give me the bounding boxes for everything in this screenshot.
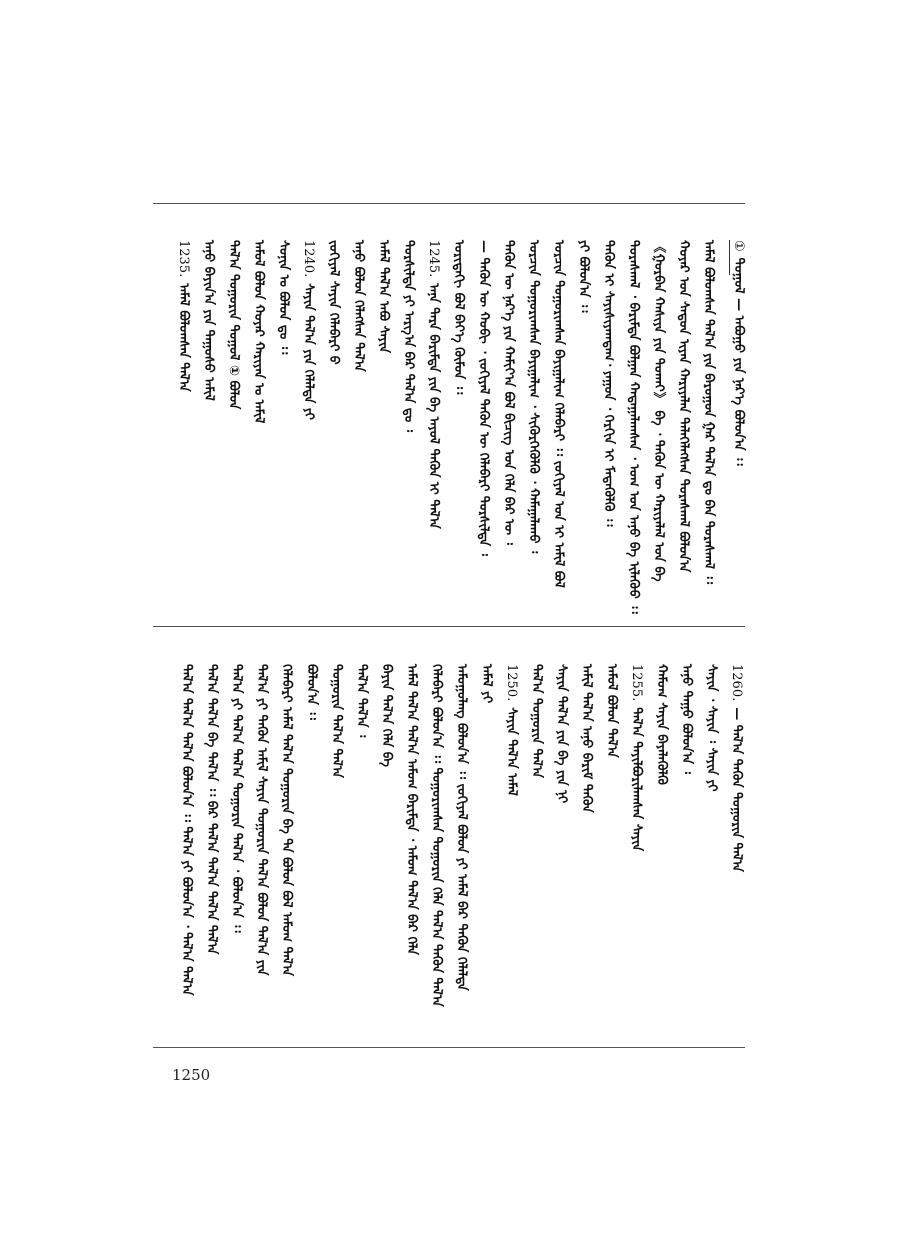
lower-column xyxy=(530,664,543,778)
upper-column xyxy=(327,240,340,365)
lower-column xyxy=(355,664,368,737)
upper-column xyxy=(377,240,390,353)
mongolian-text: ᠠᠮᠠᠯ ᠶᠢ xyxy=(479,664,494,704)
lower-column xyxy=(605,664,618,758)
mongolian-text: ᠶᠢ ᠪᠣᠯᠤᠨ᠎ᠠ ᠄᠄ xyxy=(576,240,591,313)
lower-column xyxy=(330,664,343,778)
mongolian-text: ᠲᠠᠯ᠎ᠠ ᠲᠠᠶᠢᠯᠪᠤᠷᠢᠯᠠᠭᠰᠠᠨ ᠰᠠᠶᠢᠨ xyxy=(629,707,644,852)
mongolian-text: ᠬᠡᠯᠡᠪᠡᠷᠢ ᠠᠮᠠᠯ ᠲᠠᠯ᠎ᠠ ᠲᠣᠭᠣᠷᠢᠨ ᠪᠡ ᠲᠠ ᠪᠣᠯᠤᠨ ᠪᠣᠯ ᠠᠮᠤᠭ ᠲᠠᠯ᠎ᠠ xyxy=(279,664,294,977)
line-number: 1240. xyxy=(301,240,316,278)
line-number: 1255. xyxy=(629,664,644,702)
mongolian-text: ᠠᠮᠤᠯ ᠪᠣᠯᠤᠨ ᠲᠠᠯ᠎ᠠ xyxy=(604,664,619,758)
lower-column xyxy=(630,664,643,851)
upper-column xyxy=(627,240,640,614)
lower-column xyxy=(730,664,743,872)
top-rule xyxy=(153,203,745,204)
mongolian-text: ᠠᠮᠤᠯ ᠪᠣᠯᠤᠨ ᠬᠣᠶᠠᠷ ᠬᠠᠷᠢᠶᠠᠨ ᠤ ᠠᠮᠢᠯ xyxy=(251,240,266,424)
mongolian-text: ᠬᠡᠯᠡᠪᠡᠷᠢ ᠪᠣᠯᠤᠨ᠎ᠠ ᠄᠄ ᠲᠣᠭᠣᠷᠢᠭᠰᠠᠨ ᠲᠣᠭᠣᠷᠢᠨ ᠬᠡᠯᠡ ᠲᠠᠯ᠎ᠠ ᠲᠡᠭᠦᠨ ᠲᠠᠯ᠎ᠠ xyxy=(429,664,444,1007)
upper-column xyxy=(577,240,590,312)
upper-column xyxy=(427,240,440,529)
upper-column xyxy=(502,240,515,545)
footnote xyxy=(732,240,745,466)
mongolian-text: ᠣᠷᠴᠢᠨ ᠲᠣᠭᠣᠷᠢᠭᠰᠠᠨ ᠪᠠᠶᠢᠭᠠᠯᠢᠭ ᠂ ᠰᠢᠭᠦᠷᠭᠡᠭᠦᠯᠬᠦ ᠂ ᠬᠠᠮᠠᠭᠠᠯᠠᠬᠤ ᠄ xyxy=(526,240,541,554)
mongolian-text: — ᠲᠡᠭᠦᠨ ᠦ ᠬᠤᠪᠢ ᠂ ᠵᠣᠬᠢᠶᠠᠯ ᠲᠡᠭᠦᠨ ᠦ ᠬᠡᠯᠡᠪᠡᠷᠢ ᠲᠤᠷᠰᠢᠯᠲᠠ ᠄ xyxy=(476,240,491,556)
upper-column xyxy=(652,240,665,582)
mongolian-text: ᠠᠨᠤ ᠲᠠᠭᠤ ᠪᠣᠯᠤᠨ᠎ᠠ ᠄ xyxy=(679,664,694,774)
bottom-rule xyxy=(153,1047,745,1048)
mongolian-text: ᠬᠠᠮᠤᠭ ᠰᠠᠶᠢᠨ ᠪᠡᠶᠡᠯᠡᠭᠦᠯᠬᠦ xyxy=(654,664,669,785)
mongolian-text: ᠰᠠᠶᠢᠨ ᠂ ᠰᠠᠶᠢᠨ ᠄ ᠰᠠᠶᠢᠨ ᠶᠢ xyxy=(704,664,719,792)
upper-column xyxy=(177,240,190,392)
lower-column xyxy=(430,664,443,1007)
upper-column xyxy=(352,240,365,372)
mongolian-text: ᠲᠡᠭᠦᠨ ᠦ ᠨᠡᠷ᠎ᠡ ᠶᠢᠨ ᠬᠠᠮᠢᠶ᠎ᠠ ᠪᠣᠯ ᠪᠢᠴᠢᠭ ᠤᠨ ᠬᠡᠯᠡ ᠪᠡᠷ ᠦ ᠄ xyxy=(501,240,516,545)
mongolian-text: ᠰᠠᠶᠢᠨ ᠲᠠᠯ᠎ᠠ ᠠᠮᠠᠯ xyxy=(504,707,519,796)
upper-column xyxy=(702,240,715,584)
footnote-marker: ① xyxy=(731,240,746,252)
upper-column xyxy=(527,240,540,553)
mongolian-text: ᠰᠣᠨᠢᠨ ᠤ ᠪᠤᠯᠤᠨ ᠳᠤ ᠄᠄ xyxy=(276,240,291,355)
middle-rule xyxy=(153,626,745,627)
lower-column xyxy=(180,664,193,996)
line-number: 1245. xyxy=(426,240,441,278)
lower-column xyxy=(380,664,393,767)
upper-column xyxy=(277,240,290,354)
mongolian-text: ᠬᠣᠶᠠᠷ ᠤᠨ ᠰᠠᠳᠤᠨ ᠢᠶᠡᠨ ᠬᠠᠷᠢᠶᠠᠯᠠᠨ ᠲᠡᠯᠡᠭᠡᠯᠡᠭᠰᠡᠨ ᠳᠤᠷᠠᠰᠬᠠᠯ ᠪᠣᠯᠤᠨ᠎ᠠ xyxy=(676,240,691,573)
mongolian-text: ᠰᠠᠶᠢᠨ ᠲᠠᠯ᠎ᠠ ᠶᠢᠨ ᠬᠡᠯᠡᠯᠲᠡ ᠶᠢ xyxy=(301,283,316,420)
mongolian-text: ᠣᠷᠴᠢᠨ ᠲᠣᠭᠣᠷᠢᠭᠰᠠᠨ ᠪᠠᠶᠢᠭᠠᠯᠢᠭ ᠬᠡᠯᠡᠪᠡᠷᠢ ᠄᠄ ᠵᠣᠬᠢᠶᠠᠯ ᠤᠨ ᠢ ᠠᠮᠢᠯ ᠪᠣᠯ xyxy=(551,240,566,588)
mongolian-text: ᠪᠣᠯᠤᠨ᠎ᠠ ᠄᠄ xyxy=(304,664,319,720)
upper-column xyxy=(402,240,415,432)
mongolian-text: ᠳᠤᠷᠠᠰᠬᠠᠯ ᠂ ᠪᠠᠷᠢᠮᠲᠠ ᠪᠣᠯᠭᠠᠨ ᠬᠠᠳᠠᠭᠠᠯᠠᠭᠰᠠᠨ ᠂ ᠤᠭ ᠤᠨ ᠠᠨᠤ ᠪᠠ ᠢᠯᠡᠭᠦᠦ ᠄᠄ xyxy=(626,240,641,614)
mongolian-text: ᠠᠨᠤ ᠪᠣᠯᠤᠨ ᠬᠡᠯᠡᠭᠰᠡᠨ ᠲᠠᠯ᠎ᠠ xyxy=(351,240,366,372)
lower-column xyxy=(680,664,693,774)
mongolian-text: 《ᠭᠤᠷᠪᠠᠨ ᠬᠠᠰᠢᠶᠠ ᠶᠢᠨ ᠲᠤᠬᠠᠢ》 ᠪᠠ ᠂ ᠲᠡᠭᠦᠨ ᠦ ᠬᠠᠷᠢᠶᠠᠯᠠᠯ ᠤᠨ ᠪᠠ xyxy=(651,240,666,582)
upper-column xyxy=(452,240,465,394)
lower-column xyxy=(205,664,218,954)
upper-column xyxy=(477,240,490,556)
mongolian-text: ᠲᠠᠯ᠎ᠠ ᠲᠠᠯ᠎ᠠ ᠄ xyxy=(354,664,369,738)
lower-column xyxy=(580,664,593,813)
lower-column xyxy=(480,664,493,703)
mongolian-text: ᠵᠣᠬᠢᠶᠠᠯ ᠰᠠᠶᠢᠨ ᠬᠡᠯᠡᠪᠡᠷᠢ ᠪ xyxy=(326,240,341,365)
upper-column xyxy=(252,240,265,423)
lower-column xyxy=(705,664,718,792)
lower-column xyxy=(305,664,318,720)
footnote-text: ᠲᠤᠭᠤᠯ — ᠠᠪᠤᠭᠤ ᠶᠢᠨ ᠨᠡᠷ᠎ᠡ ᠪᠤᠯᠤᠨ᠎ᠠ ᠄᠄ xyxy=(731,257,746,466)
lower-column xyxy=(405,664,418,955)
upper-column xyxy=(677,240,690,572)
mongolian-text: ᠲᠤᠷᠰᠢᠯᠲᠠ ᠶᠢ ᠠᠷᠭ᠎ᠠ ᠪᠡᠷ ᠲᠠᠯ᠎ᠠ ᠳᠤ ᠄ xyxy=(401,240,416,433)
mongolian-text: ᠤᠷᠢᠳᠠᠬᠢ ᠪᠣᠯ ᠪᠡᠶ᠎ᠡ ᠬᠦᠮᠦᠨ ᠄᠄ xyxy=(451,240,466,395)
mongolian-text: ᠲᠡᠭᠦᠨ ᠢ ᠰᠠᠶᠢᠰᠢᠶᠠᠭᠳᠠᠭ᠂ ᠶᠠᠭᠤᠨ ᠂ ᠬᠡᠷᠬᠢᠨ ᠢ ᠮᠡᠳᠡᠭᠦᠯᠬᠦ ᠄᠄ xyxy=(601,240,616,527)
mongolian-text: ᠲᠠᠯ᠎ᠠ ᠶᠢ ᠲᠡᠭᠦᠨ ᠠᠮᠢᠯ ᠰᠠᠶᠢᠨ ᠲᠣᠭᠣᠷᠢᠨ ᠲᠠᠯ᠎ᠠ ᠪᠣᠯᠤᠨ ᠲᠠᠯ᠎ᠠ ᠶᠢᠨ xyxy=(254,664,269,976)
mongolian-text: ᠲᠠᠯ᠎ᠠ ᠲᠣᠭᠣᠷᠢᠨ ᠲᠠᠯ᠎ᠠ xyxy=(529,664,544,778)
mongolian-text: ᠰᠠᠶᠢᠨ ᠲᠠᠯ᠎ᠠ ᠶᠢᠨ ᠪᠠ ᠶᠢᠨ ᠨᠢ xyxy=(554,664,569,804)
mongolian-text: ᠲᠠᠯ᠎ᠠ ᠶᠢ ᠲᠠᠯ᠎ᠠ ᠲᠠᠯ᠎ᠠ ᠲᠣᠭᠣᠷᠢᠨ ᠲᠠᠯ᠎ᠠ ᠂ ᠪᠣᠯᠤᠨ᠎ᠠ ᠄᠄ xyxy=(229,664,244,933)
lower-column xyxy=(255,664,268,975)
line-number: 1250. xyxy=(504,664,519,702)
mongolian-text: ᠠᠮᠠᠯ ᠪᠤᠯᠤᠭᠰᠠᠨ ᠲᠠᠯ᠎ᠠ xyxy=(176,283,191,392)
mongolian-text: ᠲᠠᠯ᠎ᠠ ᠲᠠᠯ᠎ᠠ ᠪᠠ ᠲᠠᠯ᠎ᠠ ᠄᠄ ᠪᠠᠷ ᠲᠠᠯ᠎ᠠ ᠲᠠᠯ᠎ᠠ ᠲᠠᠯ᠎ᠠ ᠲᠠᠯ᠎ᠠ xyxy=(204,664,219,955)
line-number: 1235. xyxy=(176,240,191,278)
lower-column xyxy=(455,664,468,991)
lower-column xyxy=(230,664,243,933)
mongolian-text: ᠠᠮᠢᠯ ᠲᠠᠯ᠎ᠠ ᠠᠨᠤ ᠪᠠᠷᠢᠮ ᠲᠡᠭᠦᠨ xyxy=(579,664,594,813)
mongolian-text: ᠠᠮᠤᠭᠤᠯᠠᠩ ᠪᠣᠯᠤᠨ᠎ᠠ ᠄᠄ ᠵᠣᠬᠢᠶᠠᠯ ᠪᠣᠯᠤᠨ ᠶᠢ ᠠᠮᠠᠯ ᠪᠠᠷ ᠲᠡᠭᠦᠨ ᠬᠡᠯᠡᠯᠲᠡ xyxy=(454,664,469,991)
page-number: 1250 xyxy=(172,1066,211,1084)
lower-column xyxy=(655,664,668,785)
upper-column xyxy=(202,240,215,401)
upper-column xyxy=(302,240,315,420)
mongolian-text: ᠲᠠᠯ᠎ᠠ ᠲᠠᠯ᠎ᠠ ᠲᠠᠯ᠎ᠠ ᠪᠣᠯᠤᠨ᠎ᠠ ᠄᠄ ᠲᠠᠯ᠎ᠠ ᠶᠢ ᠪᠣᠯᠤᠨ᠎ᠠ ᠂ ᠲᠠᠯ᠎ᠠ ᠲᠠᠯ᠎ᠠ xyxy=(179,664,194,996)
line-number: 1260. xyxy=(729,664,744,702)
mongolian-text: — ᠲᠠᠯ᠎ᠠ ᠲᠡᠭᠦᠨ ᠲᠣᠭᠣᠷᠢᠨ ᠲᠠᠯ᠎ᠠ xyxy=(729,707,744,873)
mongolian-text: ᠠᠨᠤ ᠪᠠᠶᠢᠨ᠎ᠠ ᠶᠢᠨ ᠲᠠᠭᠤᠰᠤ ᠠᠮᠢᠯ xyxy=(201,240,216,401)
footnote-separator xyxy=(729,240,730,275)
mongolian-text: ᠠᠨᠠ ᠲᠡᠷᠡ ᠪᠠᠷᠢᠮᠲᠠ ᠶᠢᠨ ᠪᠡ ᠠᠶᠤᠯ ᠲᠡᠭᠦᠨ ᠢ ᠲᠠᠯ᠎ᠠ xyxy=(426,283,441,529)
mongolian-text: ᠠᠮᠠᠯ ᠲᠠᠯ᠎ᠠ ᠠᠪᠤ ᠰᠠᠶᠢᠨ xyxy=(376,240,391,354)
lower-column xyxy=(555,664,568,803)
mongolian-text: ᠲᠣᠭᠣᠷᠢᠨ ᠲᠠᠯ᠎ᠠ ᠲᠠᠯ᠎ᠠ xyxy=(329,664,344,778)
mongolian-text: ᠪᠠᠶᠢᠨ ᠲᠠᠯ᠎ᠠ ᠬᠡᠯᠡ ᠪᠠ xyxy=(379,664,394,767)
upper-column xyxy=(602,240,615,527)
mongolian-text: ᠠᠮᠠᠯ ᠲᠠᠯ᠎ᠠ ᠲᠠᠯ᠎ᠠ ᠠᠮᠤᠭ ᠪᠠᠷᠢᠮᠲᠠ ᠂ ᠠᠮᠤᠭ ᠲᠠᠯ᠎ᠠ ᠪᠠᠷ ᠬᠡᠯᠡ xyxy=(404,664,419,955)
upper-column xyxy=(227,240,240,409)
lower-column xyxy=(505,664,518,796)
upper-column xyxy=(552,240,565,588)
mongolian-text: ᠲᠠᠯ᠎ᠠ ᠲᠣᠭᠣᠷᠢᠨ ᠲᠤᠭᠤᠯ ① ᠪᠣᠯᠤᠨ xyxy=(226,240,241,410)
mongolian-text: ᠠᠮᠠᠯ ᠪᠤᠯᠤᠭᠰᠠᠨ ᠲᠠᠯ᠎ᠠ ᠶᠢᠨ ᠪᠠᠷᠤᠭᠤᠨ ᠭᠠᠷ ᠲᠠᠯ᠎ᠠ ᠳᠤ ᠪᠡᠨ ᠳᠤᠷᠠᠰᠬᠠᠯ ᠄᠄ xyxy=(701,240,716,585)
lower-column xyxy=(280,664,293,976)
